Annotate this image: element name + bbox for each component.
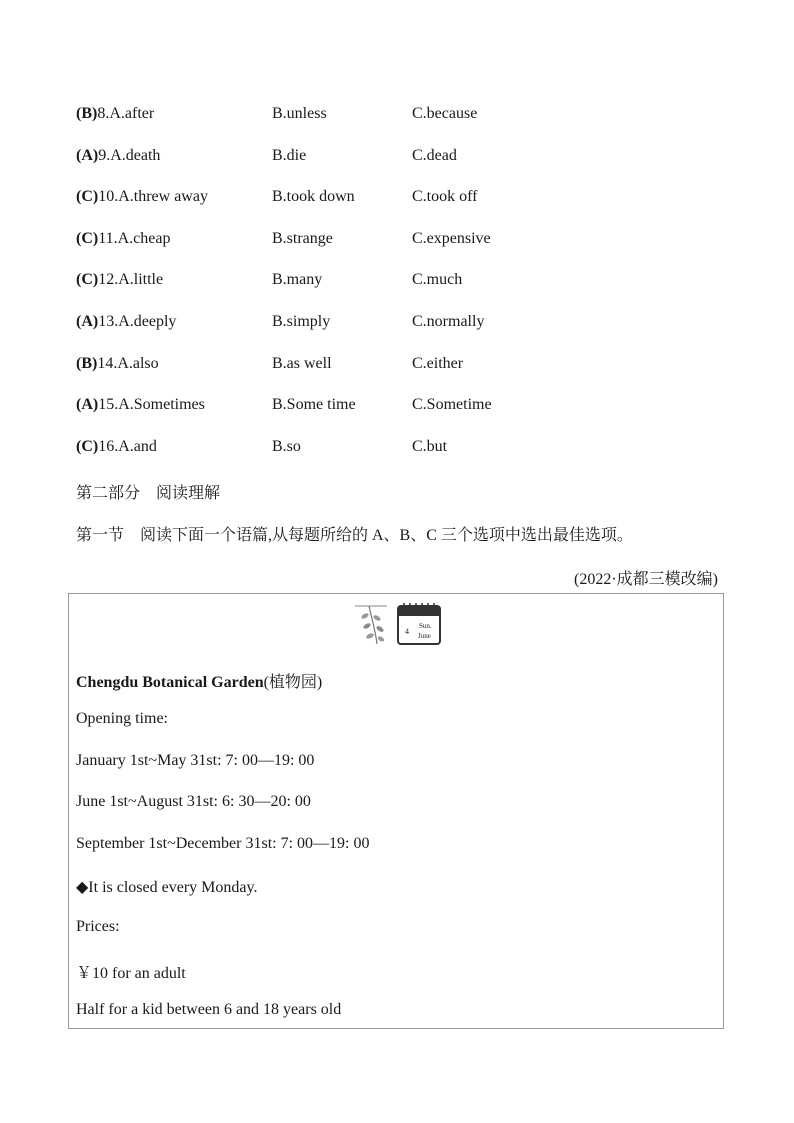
answer-mark: (A) [76, 147, 99, 164]
source-note: (2022·成都三模改编) [574, 571, 718, 588]
question-option-c: C.much [412, 271, 463, 288]
question-row [76, 438, 716, 462]
option-a-text: 15.A.Sometimes [98, 396, 205, 413]
question-option-b: B.many [272, 271, 323, 288]
option-a-text: 13.A.deeply [98, 313, 177, 330]
hours-line: January 1st~May 31st: 7: 00—19: 00 [76, 752, 315, 769]
question-option-b: B.die [272, 147, 307, 164]
answer-mark: (B) [76, 355, 98, 372]
question-option-a [76, 105, 154, 123]
calendar-illustration [355, 602, 445, 648]
answer-mark: (C) [76, 188, 99, 205]
notice-title [76, 669, 322, 692]
answer-mark: (C) [76, 438, 99, 455]
hours-line: June 1st~August 31st: 6: 30—20: 00 [76, 793, 311, 810]
question-row [76, 230, 716, 254]
question-option-a [76, 438, 157, 456]
garden-name: Chengdu Botanical Garden [76, 674, 264, 691]
question-row [76, 396, 716, 420]
question-option-a [76, 230, 170, 248]
calendar-icon [398, 603, 440, 644]
option-a-text: 12.A.little [98, 271, 164, 288]
question-option-b: B.so [272, 438, 301, 455]
question-option-c: C.normally [412, 313, 485, 330]
question-option-c: C.dead [412, 147, 457, 164]
question-option-b: B.simply [272, 313, 331, 330]
prices-label: Prices: [76, 918, 120, 935]
question-option-b: B.unless [272, 105, 327, 122]
notice-box [68, 593, 724, 1029]
question-option-b: B.strange [272, 230, 333, 247]
answer-mark: (A) [76, 396, 99, 413]
question-option-c: C.but [412, 438, 448, 455]
question-option-a [76, 188, 208, 206]
question-option-a [76, 147, 160, 165]
answer-mark: (B) [76, 105, 98, 122]
option-a-text: 11.A.cheap [98, 230, 171, 247]
question-option-c: C.Sometime [412, 396, 492, 413]
calendar-weekday: Sun. [419, 622, 432, 630]
answer-mark: (C) [76, 230, 99, 247]
calendar-day: 4 [405, 627, 409, 636]
question-option-a [76, 396, 205, 414]
price-line: Half for a kid between 6 and 18 years old [76, 1001, 342, 1018]
question-row [76, 147, 716, 171]
question-option-a [76, 313, 176, 331]
calendar-month: June [418, 632, 431, 640]
question-row [76, 355, 716, 379]
option-a-text: 9.A.death [98, 147, 161, 164]
closed-note: ◆It is closed every Monday. [76, 879, 258, 896]
question-option-a [76, 271, 163, 289]
question-row [76, 271, 716, 295]
question-row [76, 188, 716, 212]
opening-label: Opening time: [76, 710, 168, 727]
answer-mark: (A) [76, 313, 99, 330]
section-title: 第二部分 阅读理解 [76, 485, 221, 502]
question-option-a [76, 355, 159, 373]
option-a-text: 14.A.also [97, 355, 159, 372]
option-a-text: 8.A.after [97, 105, 155, 122]
question-option-c: C.expensive [412, 230, 491, 247]
hours-line: September 1st~December 31st: 7: 00—19: 00 [76, 835, 370, 852]
section-instruction: 第一节 阅读下面一个语篇,从每题所给的 A、B、C 三个选项中选出最佳选项。 [76, 527, 633, 544]
option-a-text: 16.A.and [98, 438, 157, 455]
question-option-b: B.took down [272, 188, 355, 205]
price-line: ￥10 for an adult [76, 965, 186, 982]
leaf-branch-icon [355, 606, 387, 644]
question-option-c: C.took off [412, 188, 478, 205]
question-row [76, 105, 716, 129]
garden-name-cn: (植物园) [263, 674, 323, 691]
answer-mark: (C) [76, 271, 99, 288]
question-option-c: C.either [412, 355, 464, 372]
question-option-c: C.because [412, 105, 478, 122]
question-row [76, 313, 716, 337]
option-a-text: 10.A.threw away [98, 188, 208, 205]
question-option-b: B.Some time [272, 396, 356, 413]
question-option-b: B.as well [272, 355, 332, 372]
